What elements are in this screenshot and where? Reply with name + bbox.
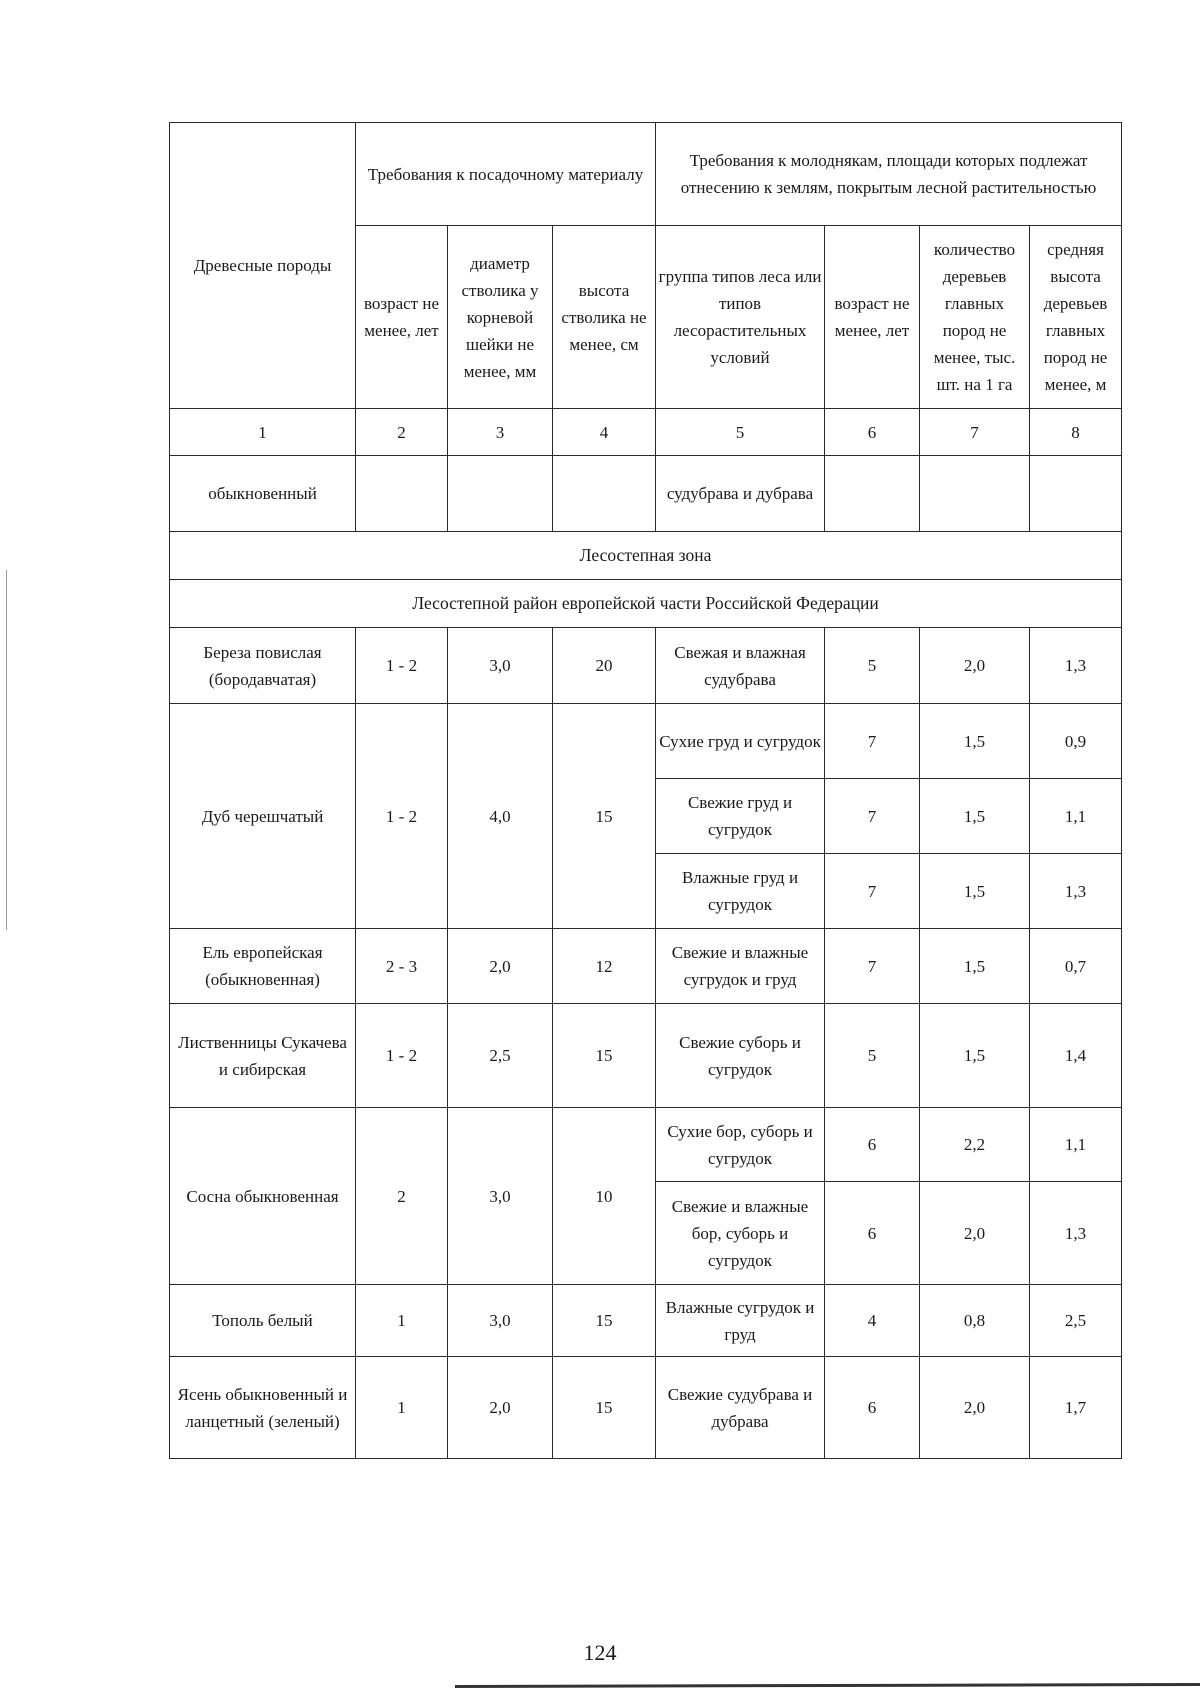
young-age-cell: 7 (825, 854, 920, 929)
empty-cell (920, 456, 1030, 532)
header-col8: средняя высота деревьев главных пород не менее, м (1030, 226, 1122, 409)
column-number: 4 (553, 409, 656, 456)
header-species: Древесные породы (170, 123, 356, 409)
stem-height-cell: 20 (553, 628, 656, 704)
density-cell: 2,0 (920, 1182, 1030, 1285)
young-age-cell: 6 (825, 1182, 920, 1285)
table-row-birch (170, 628, 1122, 704)
stem-height-cell: 12 (553, 929, 656, 1004)
seedling-age-cell: 2 (356, 1108, 448, 1285)
column-number: 8 (1030, 409, 1122, 456)
page-number: 124 (583, 1640, 617, 1665)
column-number: 6 (825, 409, 920, 456)
table-row-pine (170, 1108, 1122, 1182)
empty-cell (448, 456, 553, 532)
density-cell: 1,5 (920, 1004, 1030, 1108)
stem-height-cell: 15 (553, 704, 656, 929)
density-cell: 1,5 (920, 854, 1030, 929)
avg-height-cell: 0,9 (1030, 704, 1122, 779)
stem-height-cell: 15 (553, 1004, 656, 1108)
diameter-cell: 3,0 (448, 628, 553, 704)
stem-height-cell: 10 (553, 1108, 656, 1285)
density-cell: 2,2 (920, 1108, 1030, 1182)
header-planting-material: Требования к посадочному материалу (356, 123, 656, 226)
seedling-requirements-table (169, 122, 1122, 1459)
column-number: 2 (356, 409, 448, 456)
seedling-age-cell: 1 - 2 (356, 704, 448, 929)
region-heading: Лесостепной район европейской части Российской Федерации (170, 580, 1122, 628)
density-cell: 1,5 (920, 929, 1030, 1004)
diameter-cell: 2,0 (448, 929, 553, 1004)
species-cell: Ясень обыкновенный и ланцетный (зеленый) (170, 1357, 356, 1459)
avg-height-cell: 1,1 (1030, 779, 1122, 854)
avg-height-cell: 1,3 (1030, 854, 1122, 929)
zone-row (170, 532, 1122, 580)
density-cell: 0,8 (920, 1285, 1030, 1357)
density-cell: 2,0 (920, 628, 1030, 704)
young-age-cell: 4 (825, 1285, 920, 1357)
diameter-cell: 2,5 (448, 1004, 553, 1108)
seedling-age-cell: 2 - 3 (356, 929, 448, 1004)
stem-height-cell: 15 (553, 1357, 656, 1459)
scan-artifact-line (455, 1683, 1200, 1688)
forest-type-cell: Влажные груд и сугрудок (656, 854, 825, 929)
region-row (170, 580, 1122, 628)
empty-cell (356, 456, 448, 532)
avg-height-cell: 1,3 (1030, 628, 1122, 704)
diameter-cell: 3,0 (448, 1108, 553, 1285)
avg-height-cell: 1,1 (1030, 1108, 1122, 1182)
density-cell: 1,5 (920, 779, 1030, 854)
species-cell: Лиственницы Сукачева и сибирская (170, 1004, 356, 1108)
avg-height-cell: 1,3 (1030, 1182, 1122, 1285)
header-col4: высота стволика не менее, см (553, 226, 656, 409)
header-col2: возраст не менее, лет (356, 226, 448, 409)
avg-height-cell: 1,4 (1030, 1004, 1122, 1108)
species-cell: Сосна обыкновенная (170, 1108, 356, 1285)
forest-type-cell: Свежие и влажные бор, суборь и сугрудок (656, 1182, 825, 1285)
diameter-cell: 3,0 (448, 1285, 553, 1357)
density-cell: 2,0 (920, 1357, 1030, 1459)
stem-height-cell: 15 (553, 1285, 656, 1357)
empty-cell (1030, 456, 1122, 532)
column-number: 5 (656, 409, 825, 456)
young-age-cell: 7 (825, 929, 920, 1004)
scan-artifact-line (6, 570, 7, 930)
header-col5: группа типов леса или типов лесорастительных условий (656, 226, 825, 409)
seedling-age-cell: 1 - 2 (356, 1004, 448, 1108)
forest-type-cell: Свежие суборь и сугрудок (656, 1004, 825, 1108)
continuation-row (170, 456, 1122, 532)
header-col3: диаметр стволика у корневой шейки не менее, мм (448, 226, 553, 409)
young-age-cell: 6 (825, 1357, 920, 1459)
seedling-age-cell: 1 (356, 1357, 448, 1459)
table-row-ash (170, 1357, 1122, 1459)
species-cell: Тополь белый (170, 1285, 356, 1357)
header-row-groups (170, 123, 1122, 226)
avg-height-cell: 1,7 (1030, 1357, 1122, 1459)
forest-type-cell: Свежие груд и сугрудок (656, 779, 825, 854)
header-col7: количество деревьев главных пород не менее, тыс. шт. на 1 га (920, 226, 1030, 409)
young-age-cell: 5 (825, 628, 920, 704)
header-young-stands: Требования к молоднякам, площади которых подлежат отнесению к землям, покрытым лесной растительностью (656, 123, 1122, 226)
forest-type-cell: Свежие и влажные сугрудок и груд (656, 929, 825, 1004)
diameter-cell: 4,0 (448, 704, 553, 929)
column-number: 3 (448, 409, 553, 456)
species-cell: Дуб черешчатый (170, 704, 356, 929)
species-cell: обыкновенный (170, 456, 356, 532)
forest-type-cell: Влажные сугрудок и груд (656, 1285, 825, 1357)
column-number-row (170, 409, 1122, 456)
young-age-cell: 7 (825, 704, 920, 779)
zone-heading: Лесостепная зона (170, 532, 1122, 580)
avg-height-cell: 0,7 (1030, 929, 1122, 1004)
table-row-poplar (170, 1285, 1122, 1357)
table-row-larch (170, 1004, 1122, 1108)
species-cell: Ель европейская (обыкновенная) (170, 929, 356, 1004)
table-row-spruce (170, 929, 1122, 1004)
table-row-oak (170, 704, 1122, 779)
density-cell: 1,5 (920, 704, 1030, 779)
young-age-cell: 7 (825, 779, 920, 854)
header-col6: возраст не менее, лет (825, 226, 920, 409)
forest-type-cell: Свежая и влажная судубрава (656, 628, 825, 704)
avg-height-cell: 2,5 (1030, 1285, 1122, 1357)
empty-cell (553, 456, 656, 532)
young-age-cell: 5 (825, 1004, 920, 1108)
seedling-age-cell: 1 - 2 (356, 628, 448, 704)
column-number: 1 (170, 409, 356, 456)
diameter-cell: 2,0 (448, 1357, 553, 1459)
young-age-cell: 6 (825, 1108, 920, 1182)
column-number: 7 (920, 409, 1030, 456)
forest-type-cell: Свежие судубрава и дубрава (656, 1357, 825, 1459)
empty-cell (825, 456, 920, 532)
forest-type-cell: Сухие груд и сугрудок (656, 704, 825, 779)
seedling-age-cell: 1 (356, 1285, 448, 1357)
species-cell: Береза повислая (бородавчатая) (170, 628, 356, 704)
forest-type-cell: судубрава и дубрава (656, 456, 825, 532)
forest-type-cell: Сухие бор, суборь и сугрудок (656, 1108, 825, 1182)
